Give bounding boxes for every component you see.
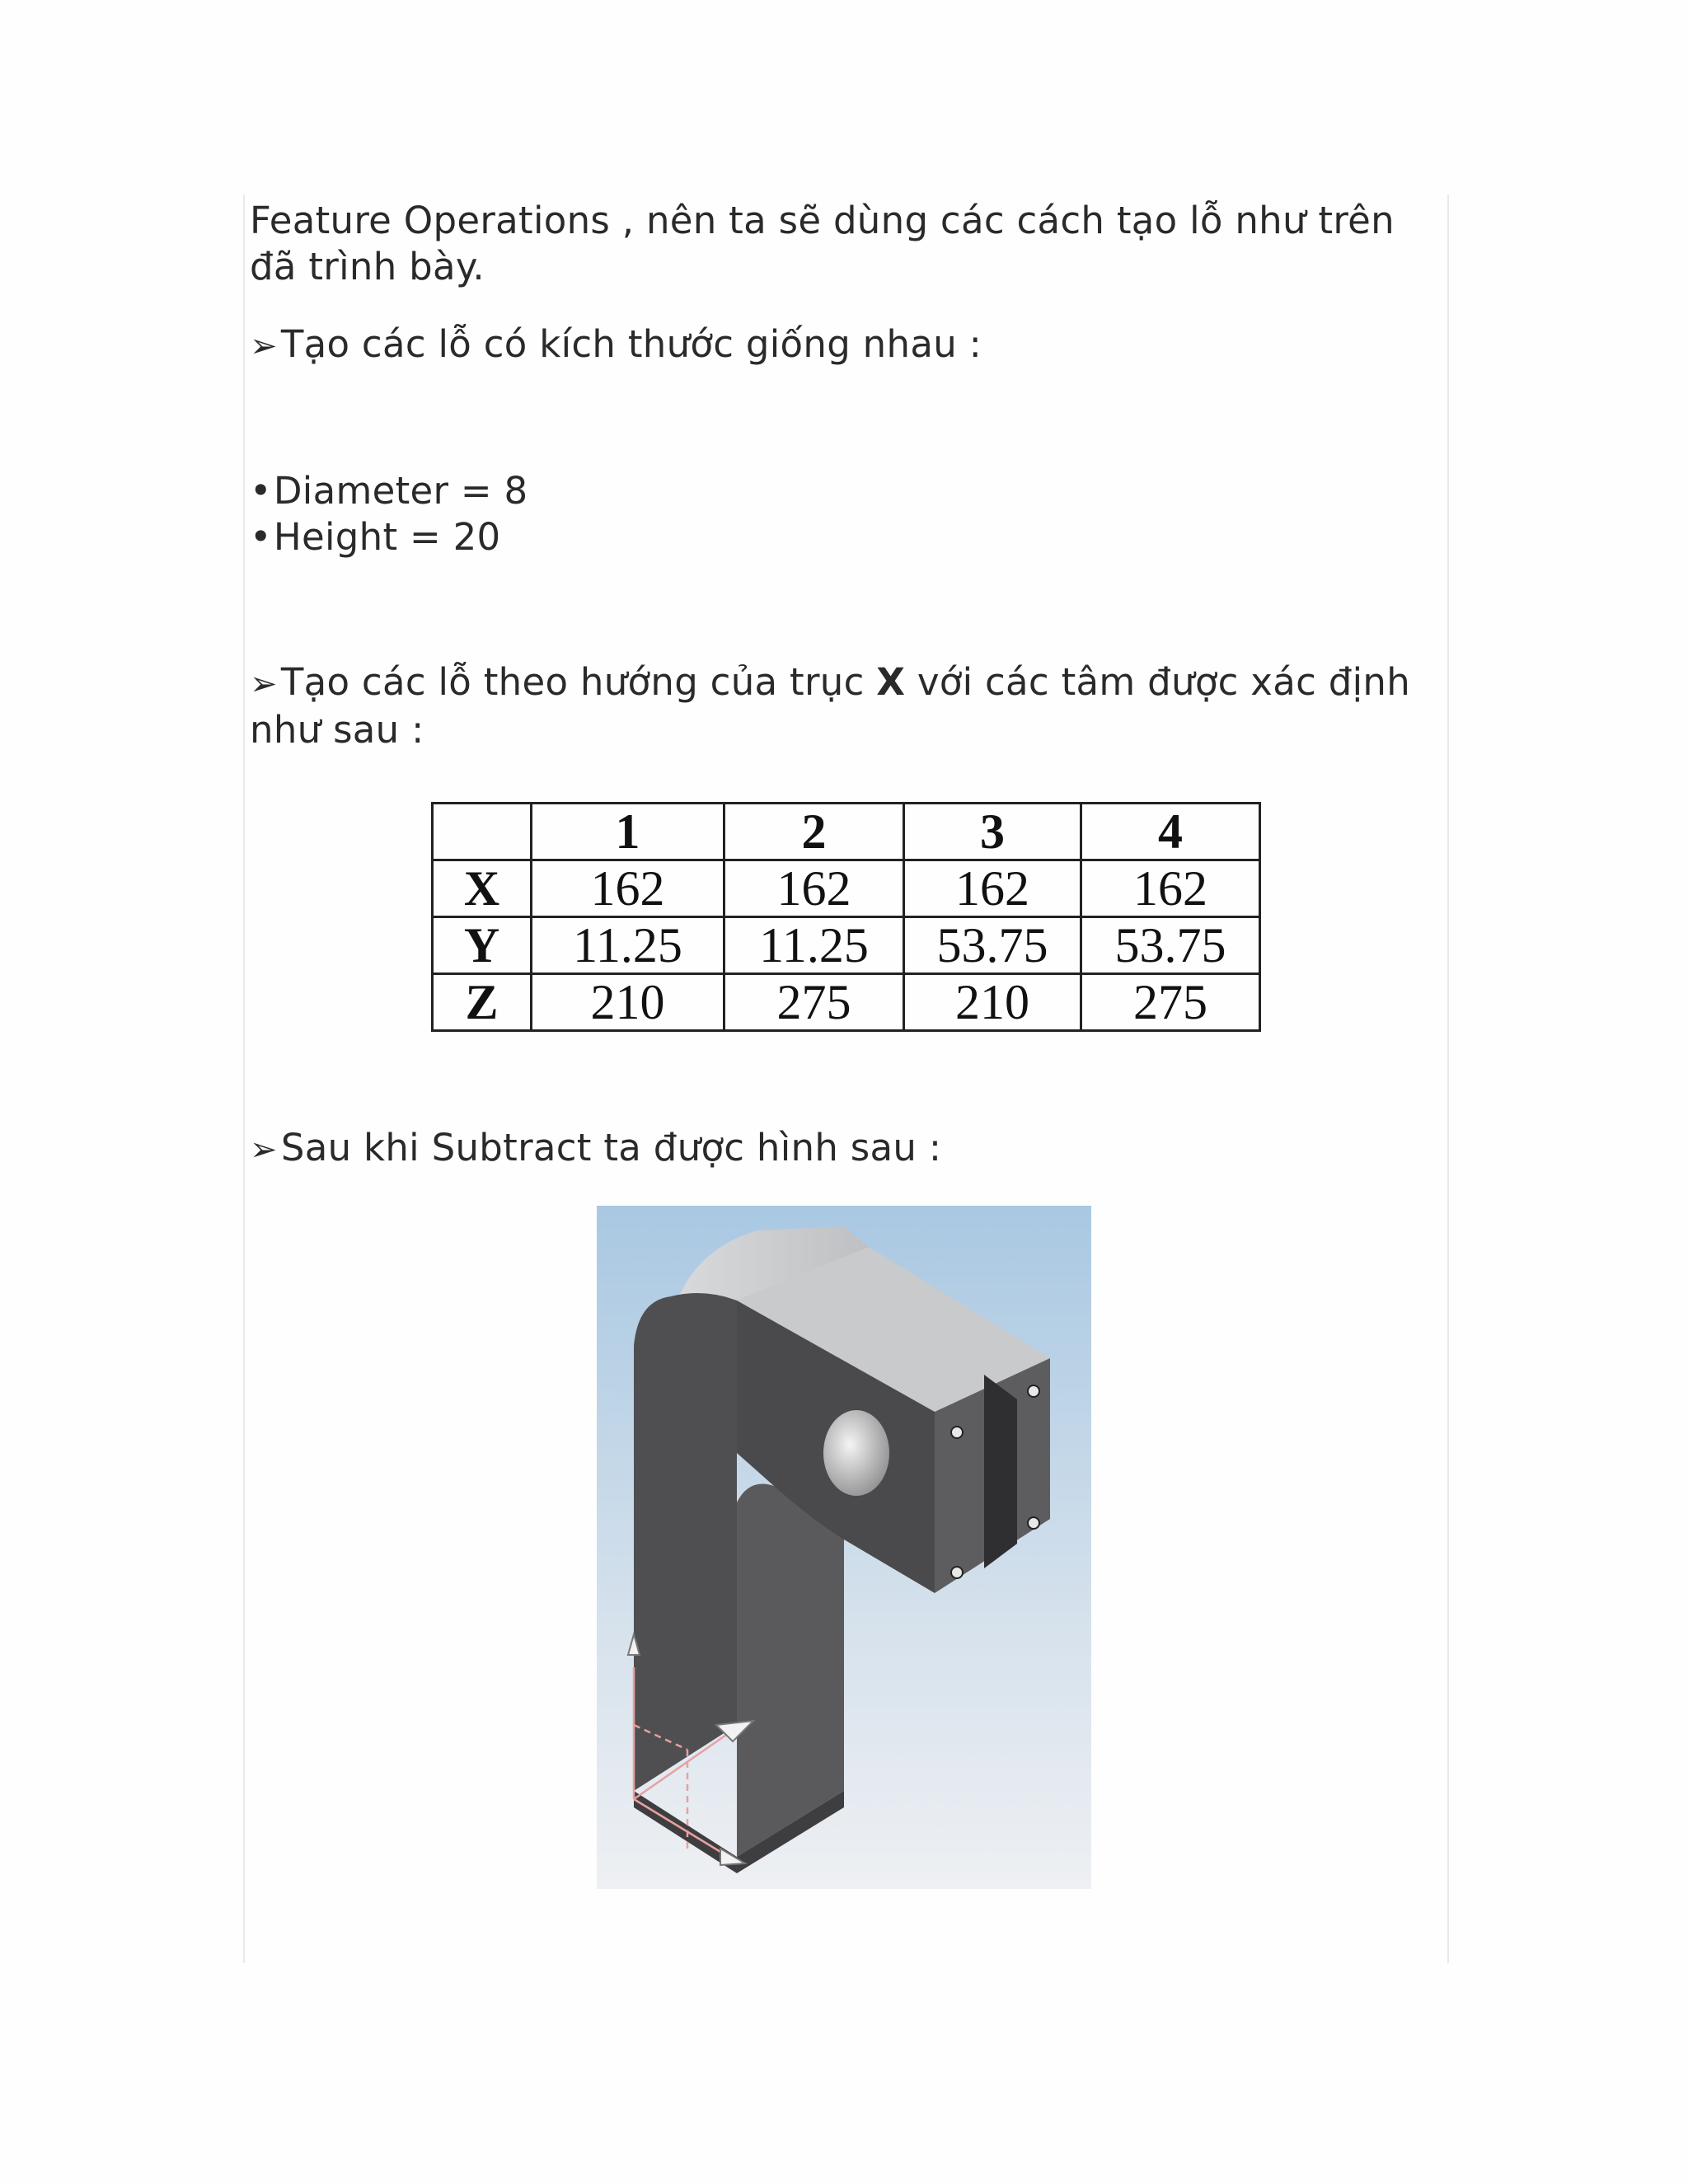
hole-centers-table xyxy=(431,802,1261,1032)
left-border xyxy=(243,194,245,1963)
list-item-text: Sau khi Subtract ta được hình sau : xyxy=(280,1126,942,1169)
list-item-text-cont: với các tâm được xác định xyxy=(905,660,1411,704)
list-item-subtract xyxy=(250,1125,941,1173)
param-text: Diameter = 8 xyxy=(273,469,528,513)
table-header-cell: 2 xyxy=(724,804,904,860)
list-item-text: Tạo các lỗ theo hướng của trục xyxy=(280,660,877,704)
table-cell: 53.75 xyxy=(1081,917,1260,974)
upright-front-face xyxy=(634,1293,737,1791)
row-label: Z xyxy=(433,974,532,1031)
table-cell: 275 xyxy=(724,974,904,1031)
arrow-bullet-icon: ➢ xyxy=(250,665,278,703)
param-diameter xyxy=(250,468,1437,514)
table-cell: 11.25 xyxy=(724,917,904,974)
small-hole xyxy=(951,1567,963,1578)
table-cell: 162 xyxy=(1081,860,1260,917)
small-hole xyxy=(1028,1385,1039,1397)
list-item-same-size xyxy=(250,321,1437,369)
table-header-cell xyxy=(433,804,532,860)
table-row xyxy=(433,860,1260,917)
small-hole xyxy=(1028,1517,1039,1529)
list-item-x-axis-line2: như sau : xyxy=(250,708,424,752)
axis-label: X xyxy=(876,660,906,704)
table-row xyxy=(433,917,1260,974)
param-height xyxy=(250,514,1437,560)
table-cell: 210 xyxy=(904,974,1081,1031)
cad-model-image xyxy=(597,1206,1091,1889)
paragraph-intro-line2: đã trình bày. xyxy=(250,245,485,288)
table-header-cell: 1 xyxy=(532,804,724,860)
small-hole xyxy=(951,1427,963,1438)
table-header-row xyxy=(433,804,1260,860)
dot-bullet-icon: • xyxy=(250,469,272,513)
table-cell: 53.75 xyxy=(904,917,1081,974)
dot-bullet-icon: • xyxy=(250,515,272,559)
subtract-result-figure xyxy=(597,1206,1091,1889)
table-header-cell: 3 xyxy=(904,804,1081,860)
row-label: Y xyxy=(433,917,532,974)
table-cell: 162 xyxy=(904,860,1081,917)
table-cell: 275 xyxy=(1081,974,1260,1031)
large-hole xyxy=(823,1410,889,1496)
arm-slot xyxy=(984,1375,1017,1568)
table-cell: 162 xyxy=(724,860,904,917)
param-text: Height = 20 xyxy=(273,515,501,559)
arrow-bullet-icon: ➢ xyxy=(250,327,278,365)
table-header-cell: 4 xyxy=(1081,804,1260,860)
list-item-text: Tạo các lỗ có kích thước giống nhau : xyxy=(280,322,982,366)
table-cell: 162 xyxy=(532,860,724,917)
right-border xyxy=(1447,194,1449,1963)
row-label: X xyxy=(433,860,532,917)
list-item-x-axis xyxy=(250,659,1437,707)
paragraph-intro-line1: Feature Operations , nên ta sẽ dùng các cách tạo lỗ như trên xyxy=(250,199,1395,242)
arrow-bullet-icon: ➢ xyxy=(250,1131,278,1169)
table-row xyxy=(433,974,1260,1031)
table-cell: 11.25 xyxy=(532,917,724,974)
table-cell: 210 xyxy=(532,974,724,1031)
